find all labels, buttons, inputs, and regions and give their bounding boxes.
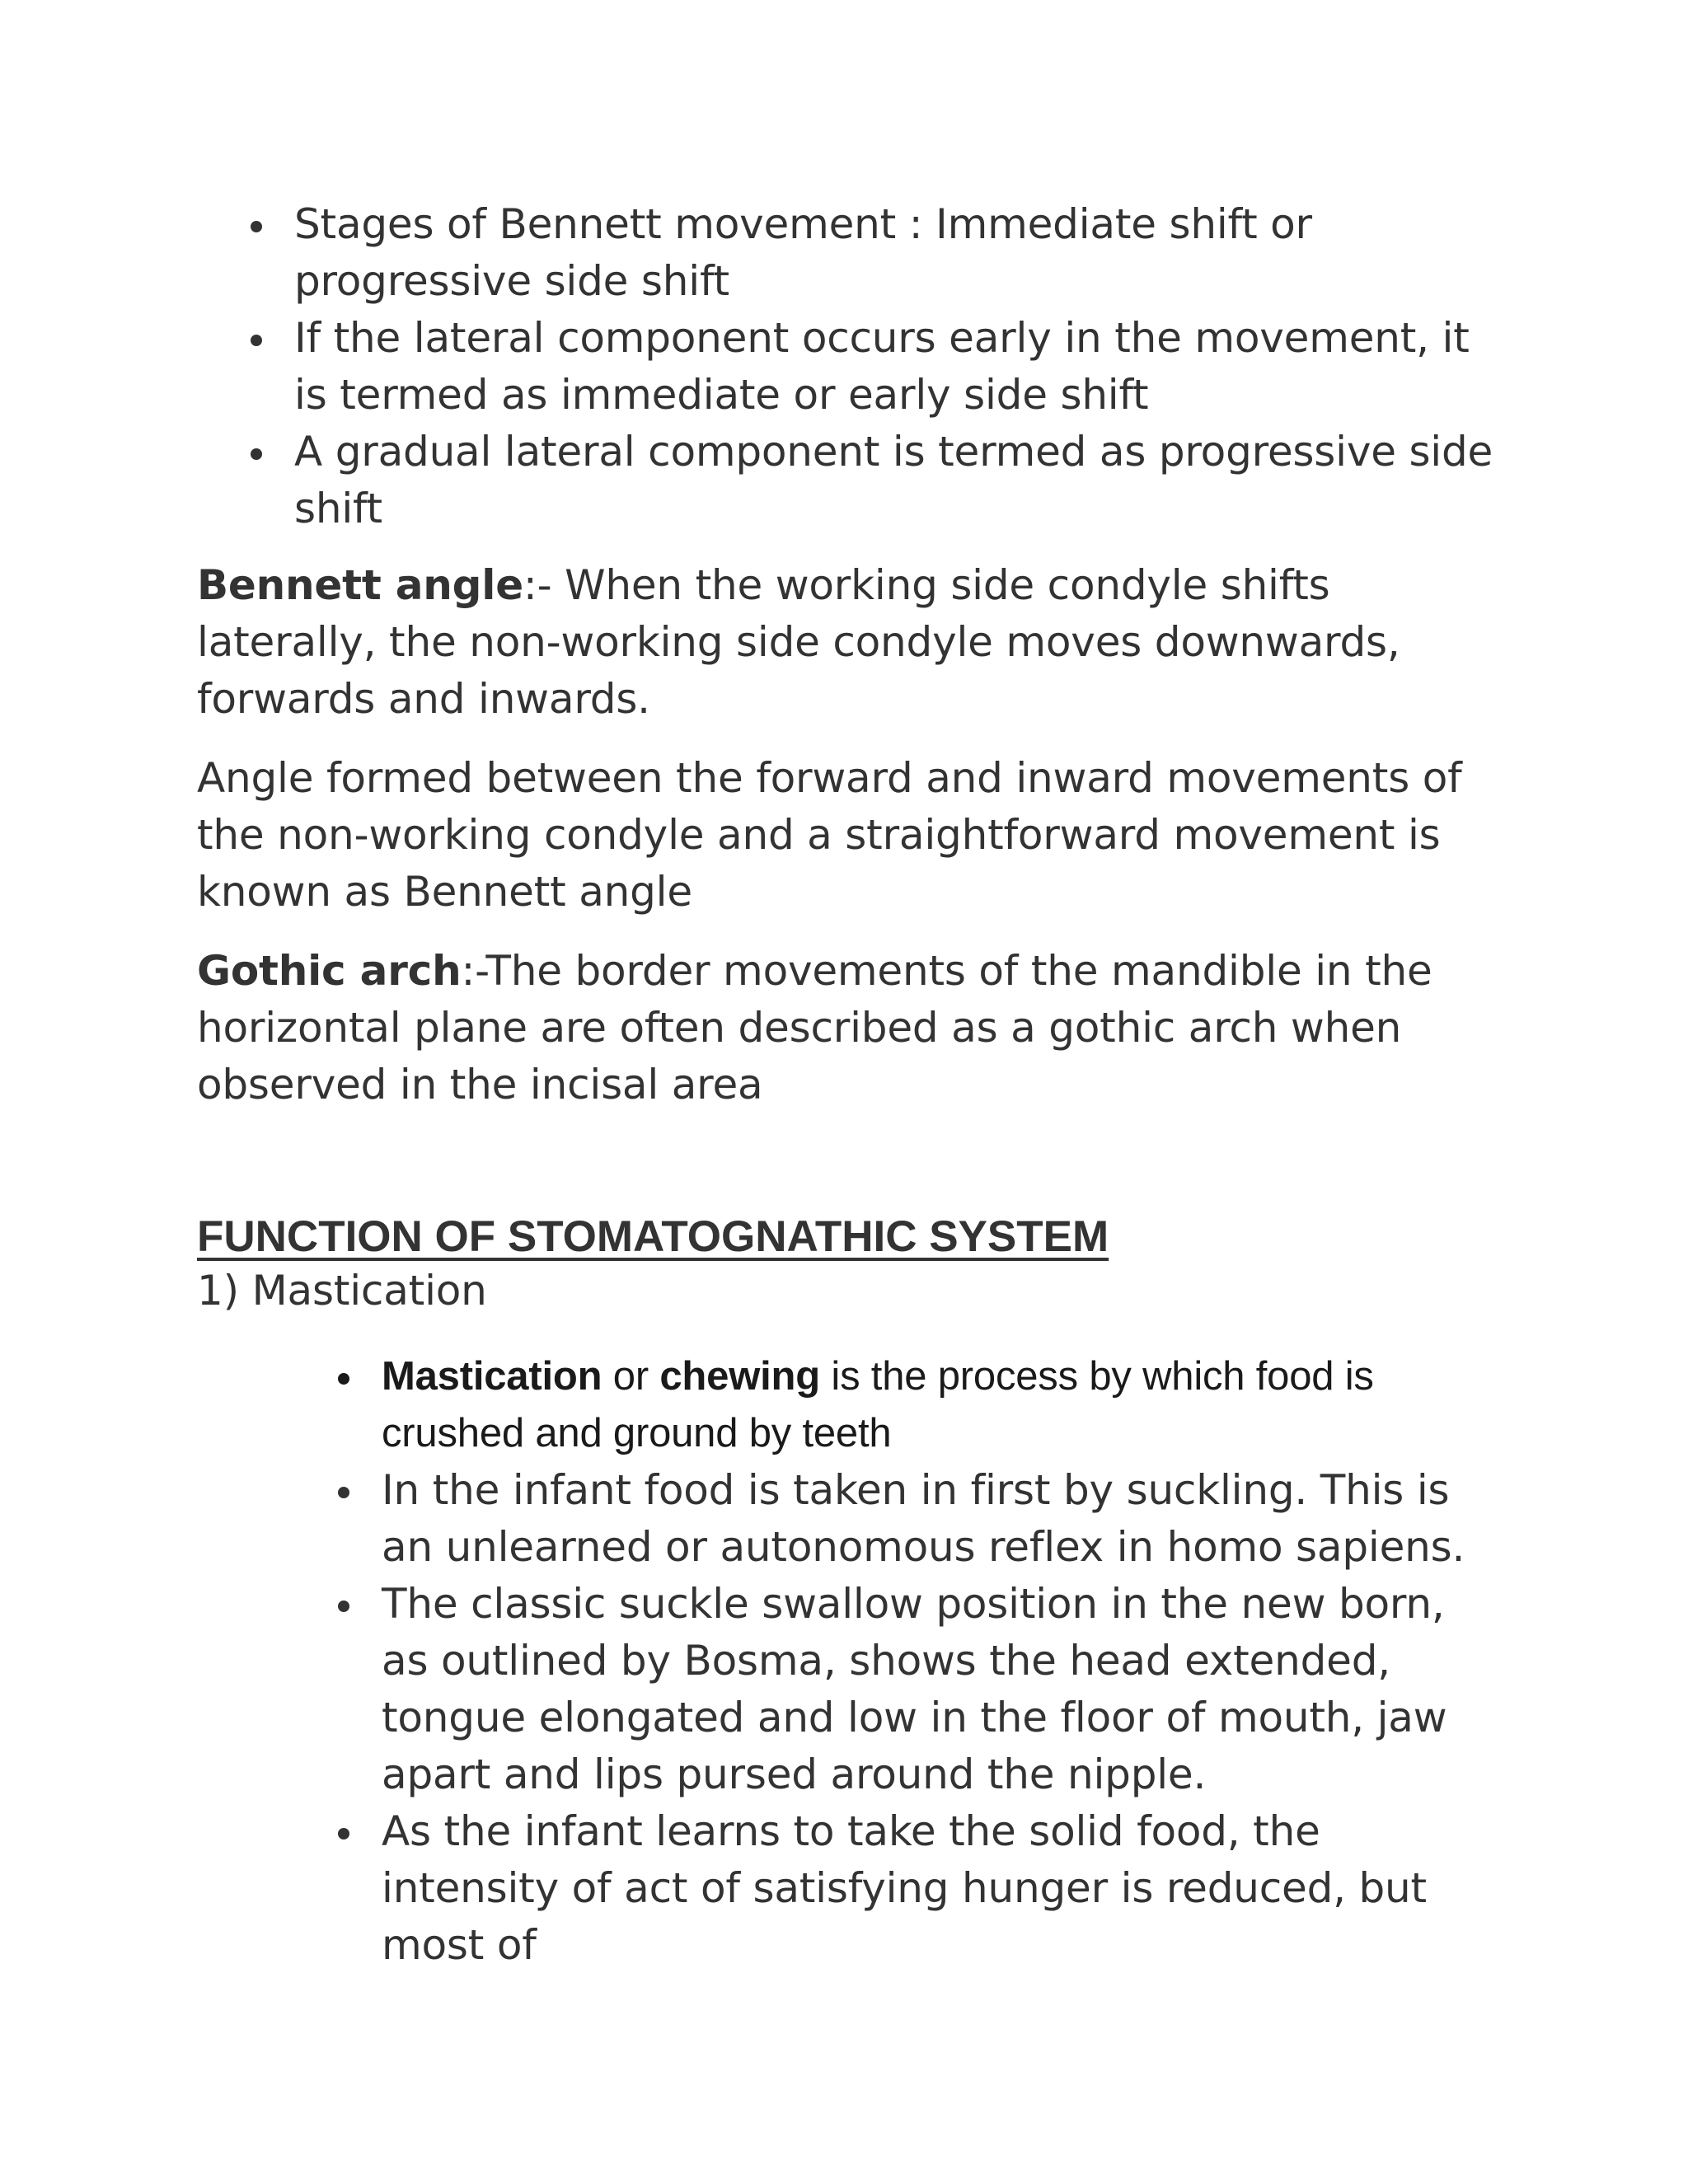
mastication-term: Mastication — [382, 1354, 603, 1399]
gothic-arch-paragraph — [197, 943, 1499, 1113]
mastication-list — [382, 1348, 1503, 1974]
list-item — [382, 1348, 1503, 1462]
bennett-angle-definition: :- When the working side condyle shifts laterally, the non-working side condyle moves downwards, forwards and inwards. — [197, 561, 1400, 723]
mastication-definition: is the process by which food is crushed and ground by teeth — [382, 1354, 1374, 1455]
list-item: A gradual lateral component is termed as progressive side shift — [294, 424, 1498, 537]
list-item: In the infant food is taken in first by suckling. This is an unlearned or autonomous reflex in homo sapiens. — [382, 1462, 1503, 1576]
angle-paragraph: Angle formed between the forward and inward movements of the non-working condyle and a straightforward movement is known as Bennett angle — [197, 754, 1462, 916]
bennett-angle-term: Bennett angle — [197, 561, 523, 609]
gothic-arch-term: Gothic arch — [197, 947, 462, 995]
bennett-movement-list — [294, 196, 1498, 537]
list-item: As the infant learns to take the solid food, the intensity of act of satisfying hunger is reduced, but most of — [382, 1803, 1503, 1974]
subsection-title: 1) Mastication — [197, 1267, 487, 1315]
bennett-angle-paragraph — [197, 557, 1499, 728]
section-heading: FUNCTION OF STOMATOGNATHIC SYSTEM — [197, 1212, 1109, 1261]
list-item: The classic suckle swallow position in the new born, as outlined by Bosma, shows the head extended, tongue elongated and low in the floor of mouth, jaw apart and lips pursed around the nipple. — [382, 1576, 1503, 1803]
chewing-term: chewing — [659, 1354, 820, 1399]
gothic-arch-definition: :-The border movements of the mandible in the horizontal plane are often described as a gothic arch when observed in the incisal area — [197, 947, 1432, 1108]
connector-text: or — [602, 1354, 660, 1399]
list-item: Stages of Bennett movement : Immediate shift or progressive side shift — [294, 196, 1498, 310]
list-item: If the lateral component occurs early in the movement, it is termed as immediate or early side shift — [294, 310, 1498, 424]
